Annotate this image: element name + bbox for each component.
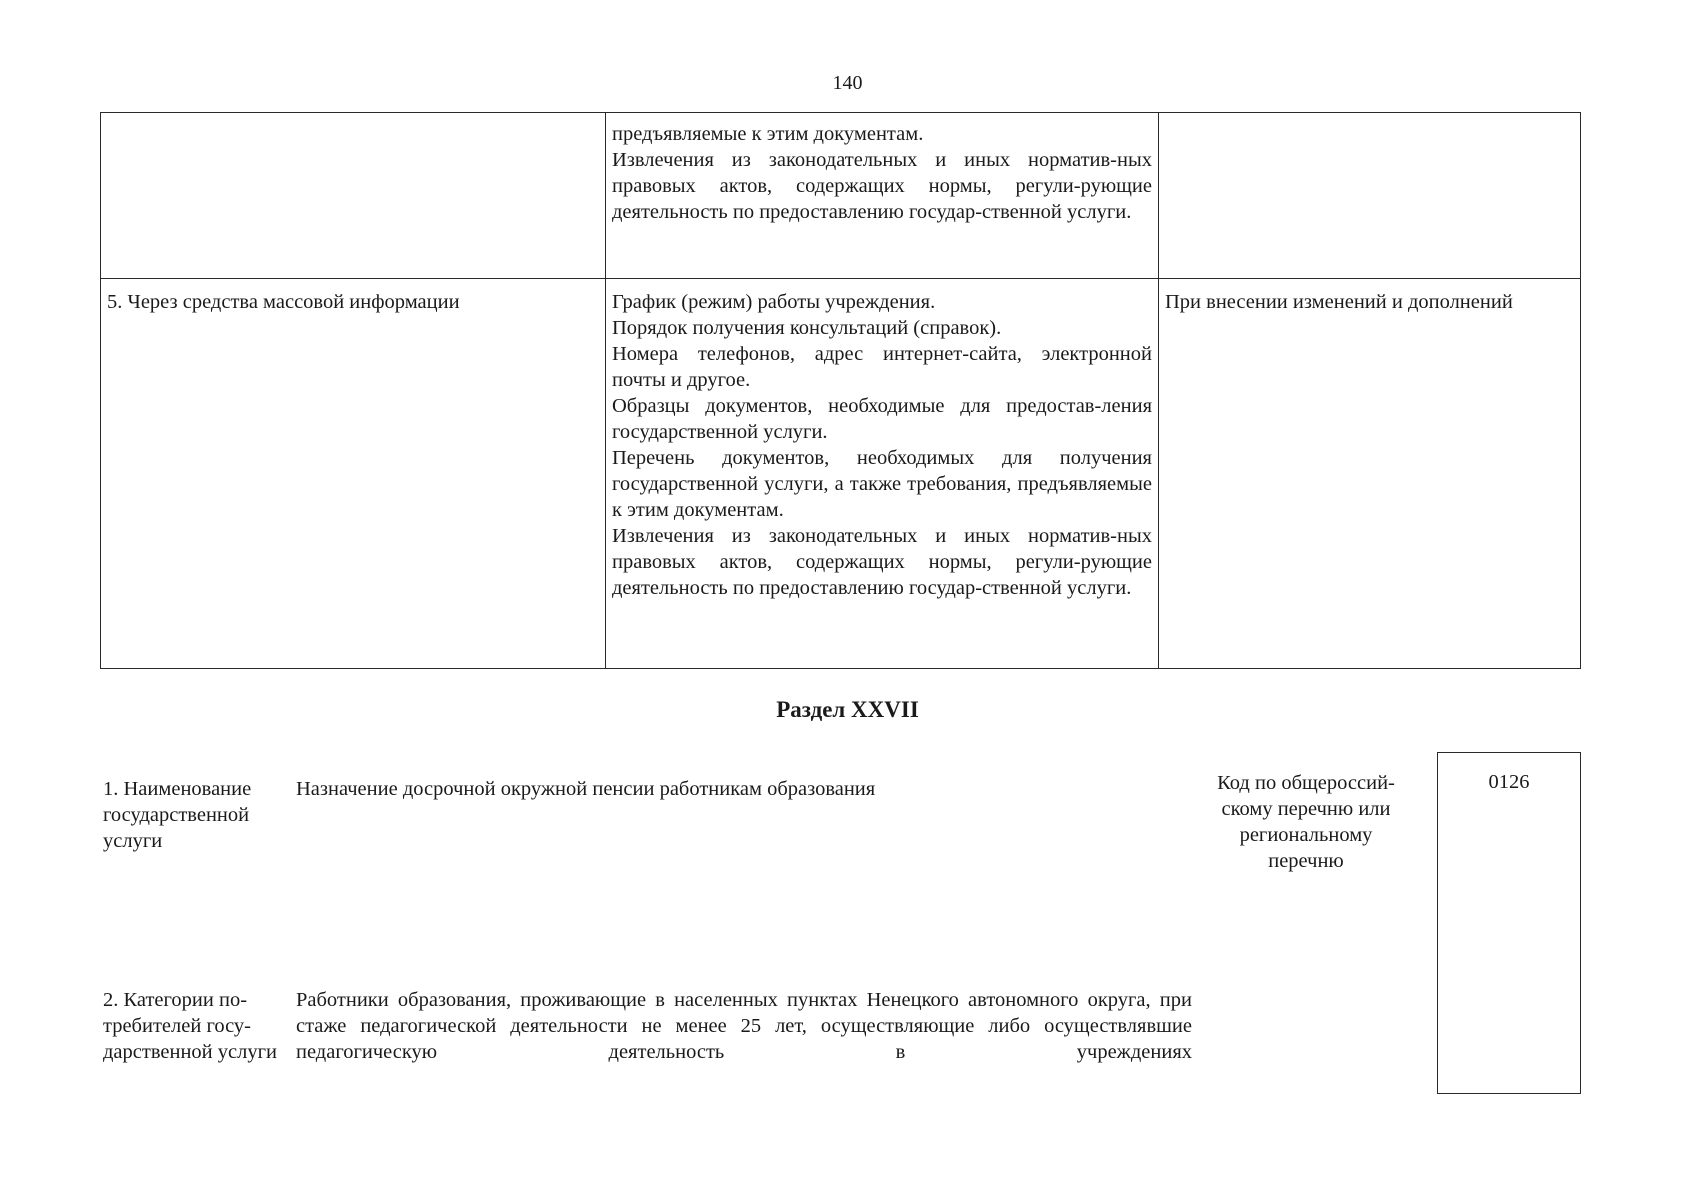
service-name-value: Назначение досрочной окружной пенсии работникам образования bbox=[296, 778, 876, 800]
content-paragraph: Образцы документов, необходимые для предостав-ления государственной услуги. bbox=[612, 395, 1152, 443]
content-cell bbox=[606, 279, 1159, 669]
table-row bbox=[101, 279, 1581, 669]
content-paragraph: График (режим) работы учреждения. bbox=[612, 291, 936, 313]
page-number: 140 bbox=[832, 72, 863, 94]
content-cell bbox=[606, 113, 1159, 279]
channel-cell: 5. Через средства массовой информации bbox=[101, 279, 606, 669]
frequency-text: При внесении изменений и дополнений bbox=[1165, 291, 1513, 313]
registry-code-label: Код по общероссий-скому перечню или региональному перечню bbox=[1217, 772, 1395, 872]
content-paragraph: Перечень документов, необходимых для получения государственной услуги, а также требования, предъявляемые к этим документам. bbox=[612, 447, 1152, 521]
registry-code-value: 0126 bbox=[1488, 771, 1530, 793]
content-paragraph: Номера телефонов, адрес интернет-сайта, электронной почты и другое. bbox=[612, 343, 1152, 391]
information-table bbox=[100, 112, 1581, 669]
content-paragraph: Порядок получения консультаций (справок). bbox=[612, 317, 1002, 339]
frequency-cell bbox=[1159, 113, 1581, 279]
content-paragraph: Извлечения из законодательных и иных норматив-ных правовых актов, содержащих нормы, регули-рующие деятельность по предоставлению государ-ственной услуги. bbox=[612, 525, 1152, 599]
registry-code-box bbox=[1437, 752, 1581, 1094]
channel-cell bbox=[101, 113, 606, 279]
consumer-categories-value: Работники образования, проживающие в населенных пунктах Ненецкого автономного округа, при стаже педагогической деятельности не менее 25 лет, осуществляющие либо осуществлявшие педагогическую деятельность в учреждениях bbox=[296, 989, 1192, 1063]
service-name-label: 1. Наименование государственной услуги bbox=[103, 778, 252, 852]
table-row bbox=[101, 113, 1581, 279]
section-title: Раздел XXVII bbox=[776, 697, 919, 722]
frequency-cell bbox=[1159, 279, 1581, 669]
consumer-categories-label: 2. Категории по-требителей госу-дарственной услуги bbox=[103, 989, 277, 1063]
content-paragraph: Извлечения из законодательных и иных норматив-ных правовых актов, содержащих нормы, регули-рующие деятельность по предоставлению государ-ственной услуги. bbox=[612, 149, 1152, 223]
content-paragraph: предъявляемые к этим документам. bbox=[612, 123, 924, 145]
